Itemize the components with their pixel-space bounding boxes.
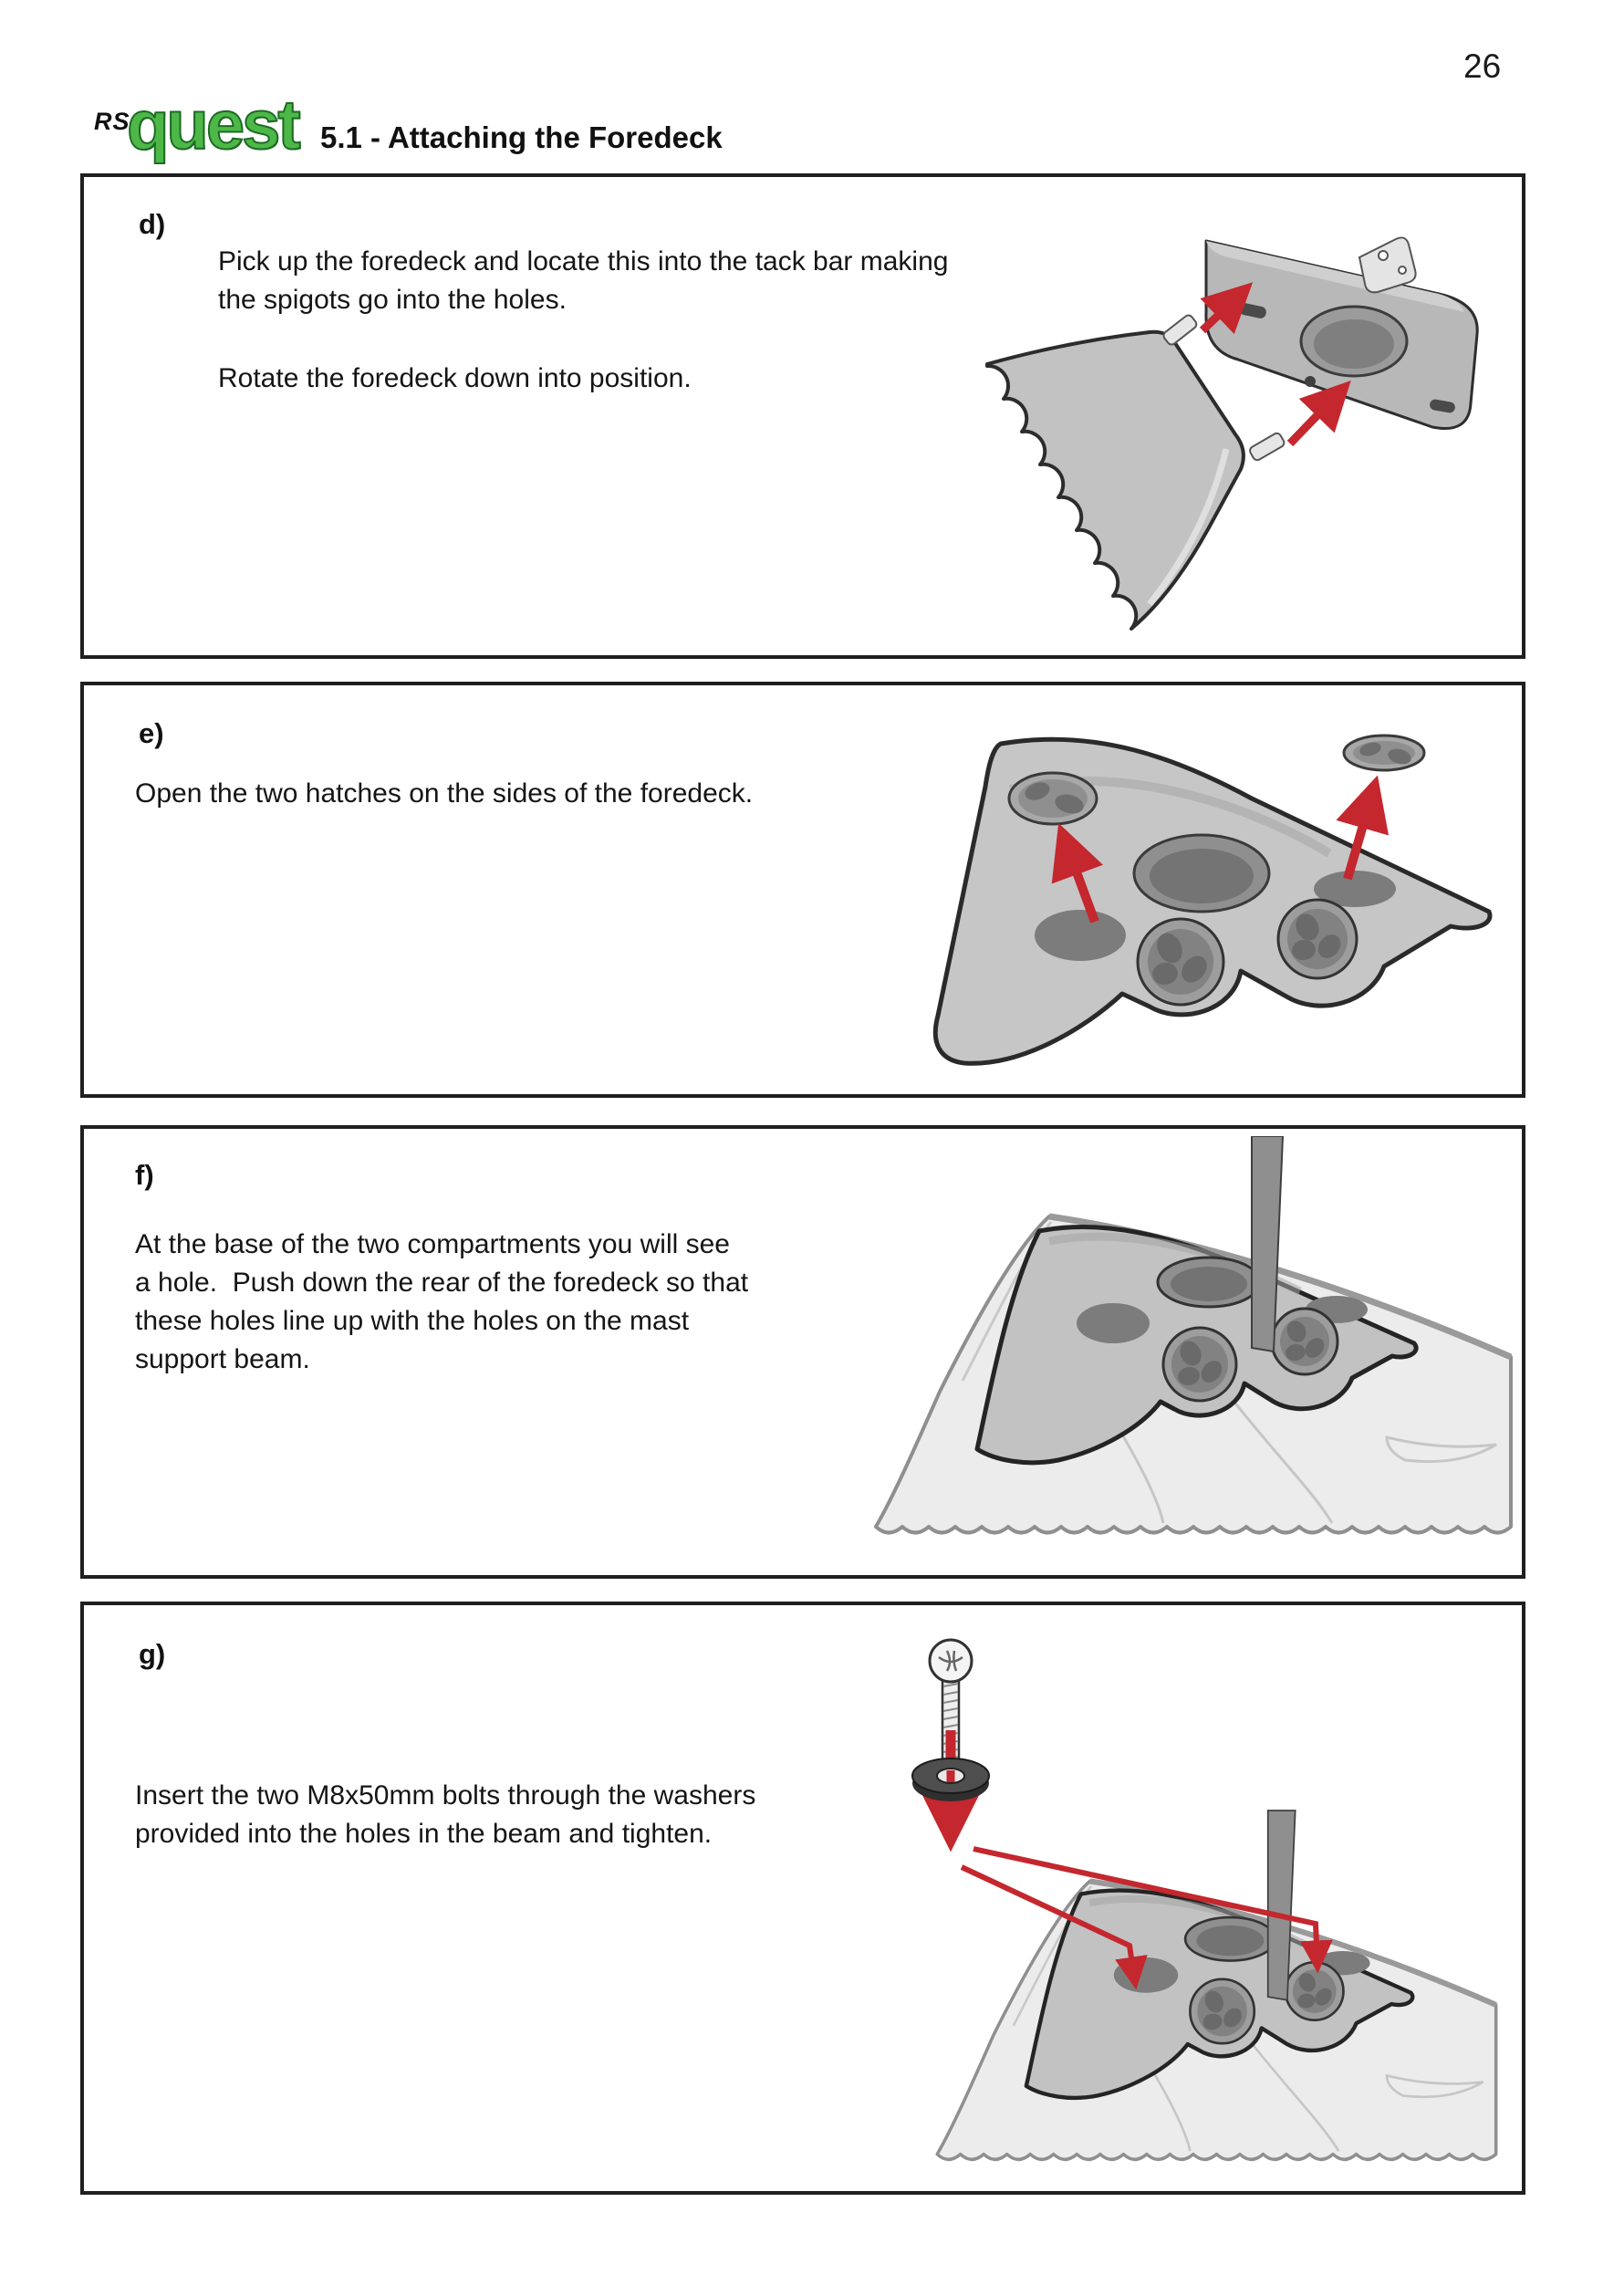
step-label-f: f) [135, 1159, 154, 1191]
instruction-g-1 [135, 1777, 755, 1853]
instruction-e-1 [135, 775, 753, 813]
text-line: Open the two hatches on the sides of the foredeck. [135, 778, 754, 809]
text-line: support beam. [135, 1344, 310, 1374]
text-line: the spigots go into the holes. [218, 285, 567, 315]
instruction-d-1 [218, 243, 948, 319]
section-title: 5.1 - Attaching the Foredeck [320, 120, 723, 154]
instruction-d-2 [218, 360, 692, 398]
hatch-opening-left [1035, 910, 1126, 961]
panel-g [80, 1602, 1525, 2195]
mast-gate-plate [1359, 237, 1416, 292]
hatch-cover-on-deck [1009, 773, 1097, 824]
spigot-side [1248, 432, 1286, 462]
text-line: Rotate the foredeck down into position. [218, 363, 692, 393]
text-line: Pick up the foredeck and locate this into the tack bar making [218, 246, 949, 277]
logo-rs-text: RS [94, 108, 130, 135]
center-hatch-ring [1134, 835, 1269, 912]
red-arrow-icon [1290, 389, 1343, 444]
text-line: Insert the two M8x50mm bolts through the washers [135, 1780, 756, 1811]
step-label-g: g) [139, 1638, 166, 1670]
text-line: these holes line up with the holes on the mast [135, 1306, 690, 1336]
panel-d [80, 173, 1525, 659]
spigot-top [1161, 314, 1198, 347]
washer-icon [912, 1759, 989, 1801]
illustration-foredeck-hatches [850, 700, 1516, 1092]
step-label-e: e) [139, 717, 164, 749]
illustration-foredeck-on-hull [839, 1136, 1519, 1570]
instruction-f-1 [135, 1226, 748, 1379]
panel-e [80, 682, 1525, 1098]
round-hatch-left [1138, 919, 1223, 1005]
panel-f [80, 1125, 1525, 1579]
round-hatch-right [1278, 900, 1357, 978]
text-line: At the base of the two compartments you will see [135, 1229, 730, 1259]
text-line: a hole. Push down the rear of the foredeck so that [135, 1268, 749, 1298]
logo-quest-text: quest [127, 87, 298, 164]
text-line: provided into the holes in the beam and tighten. [135, 1819, 713, 1849]
hatch-cover-floating [1344, 736, 1424, 770]
page-number: 26 [1463, 47, 1502, 85]
illustration-foredeck-into-tack-bar [932, 204, 1516, 652]
tack-bar [1206, 237, 1477, 428]
step-label-d: d) [139, 208, 166, 240]
illustration-bolt-washer-into-beam [850, 1619, 1516, 2194]
